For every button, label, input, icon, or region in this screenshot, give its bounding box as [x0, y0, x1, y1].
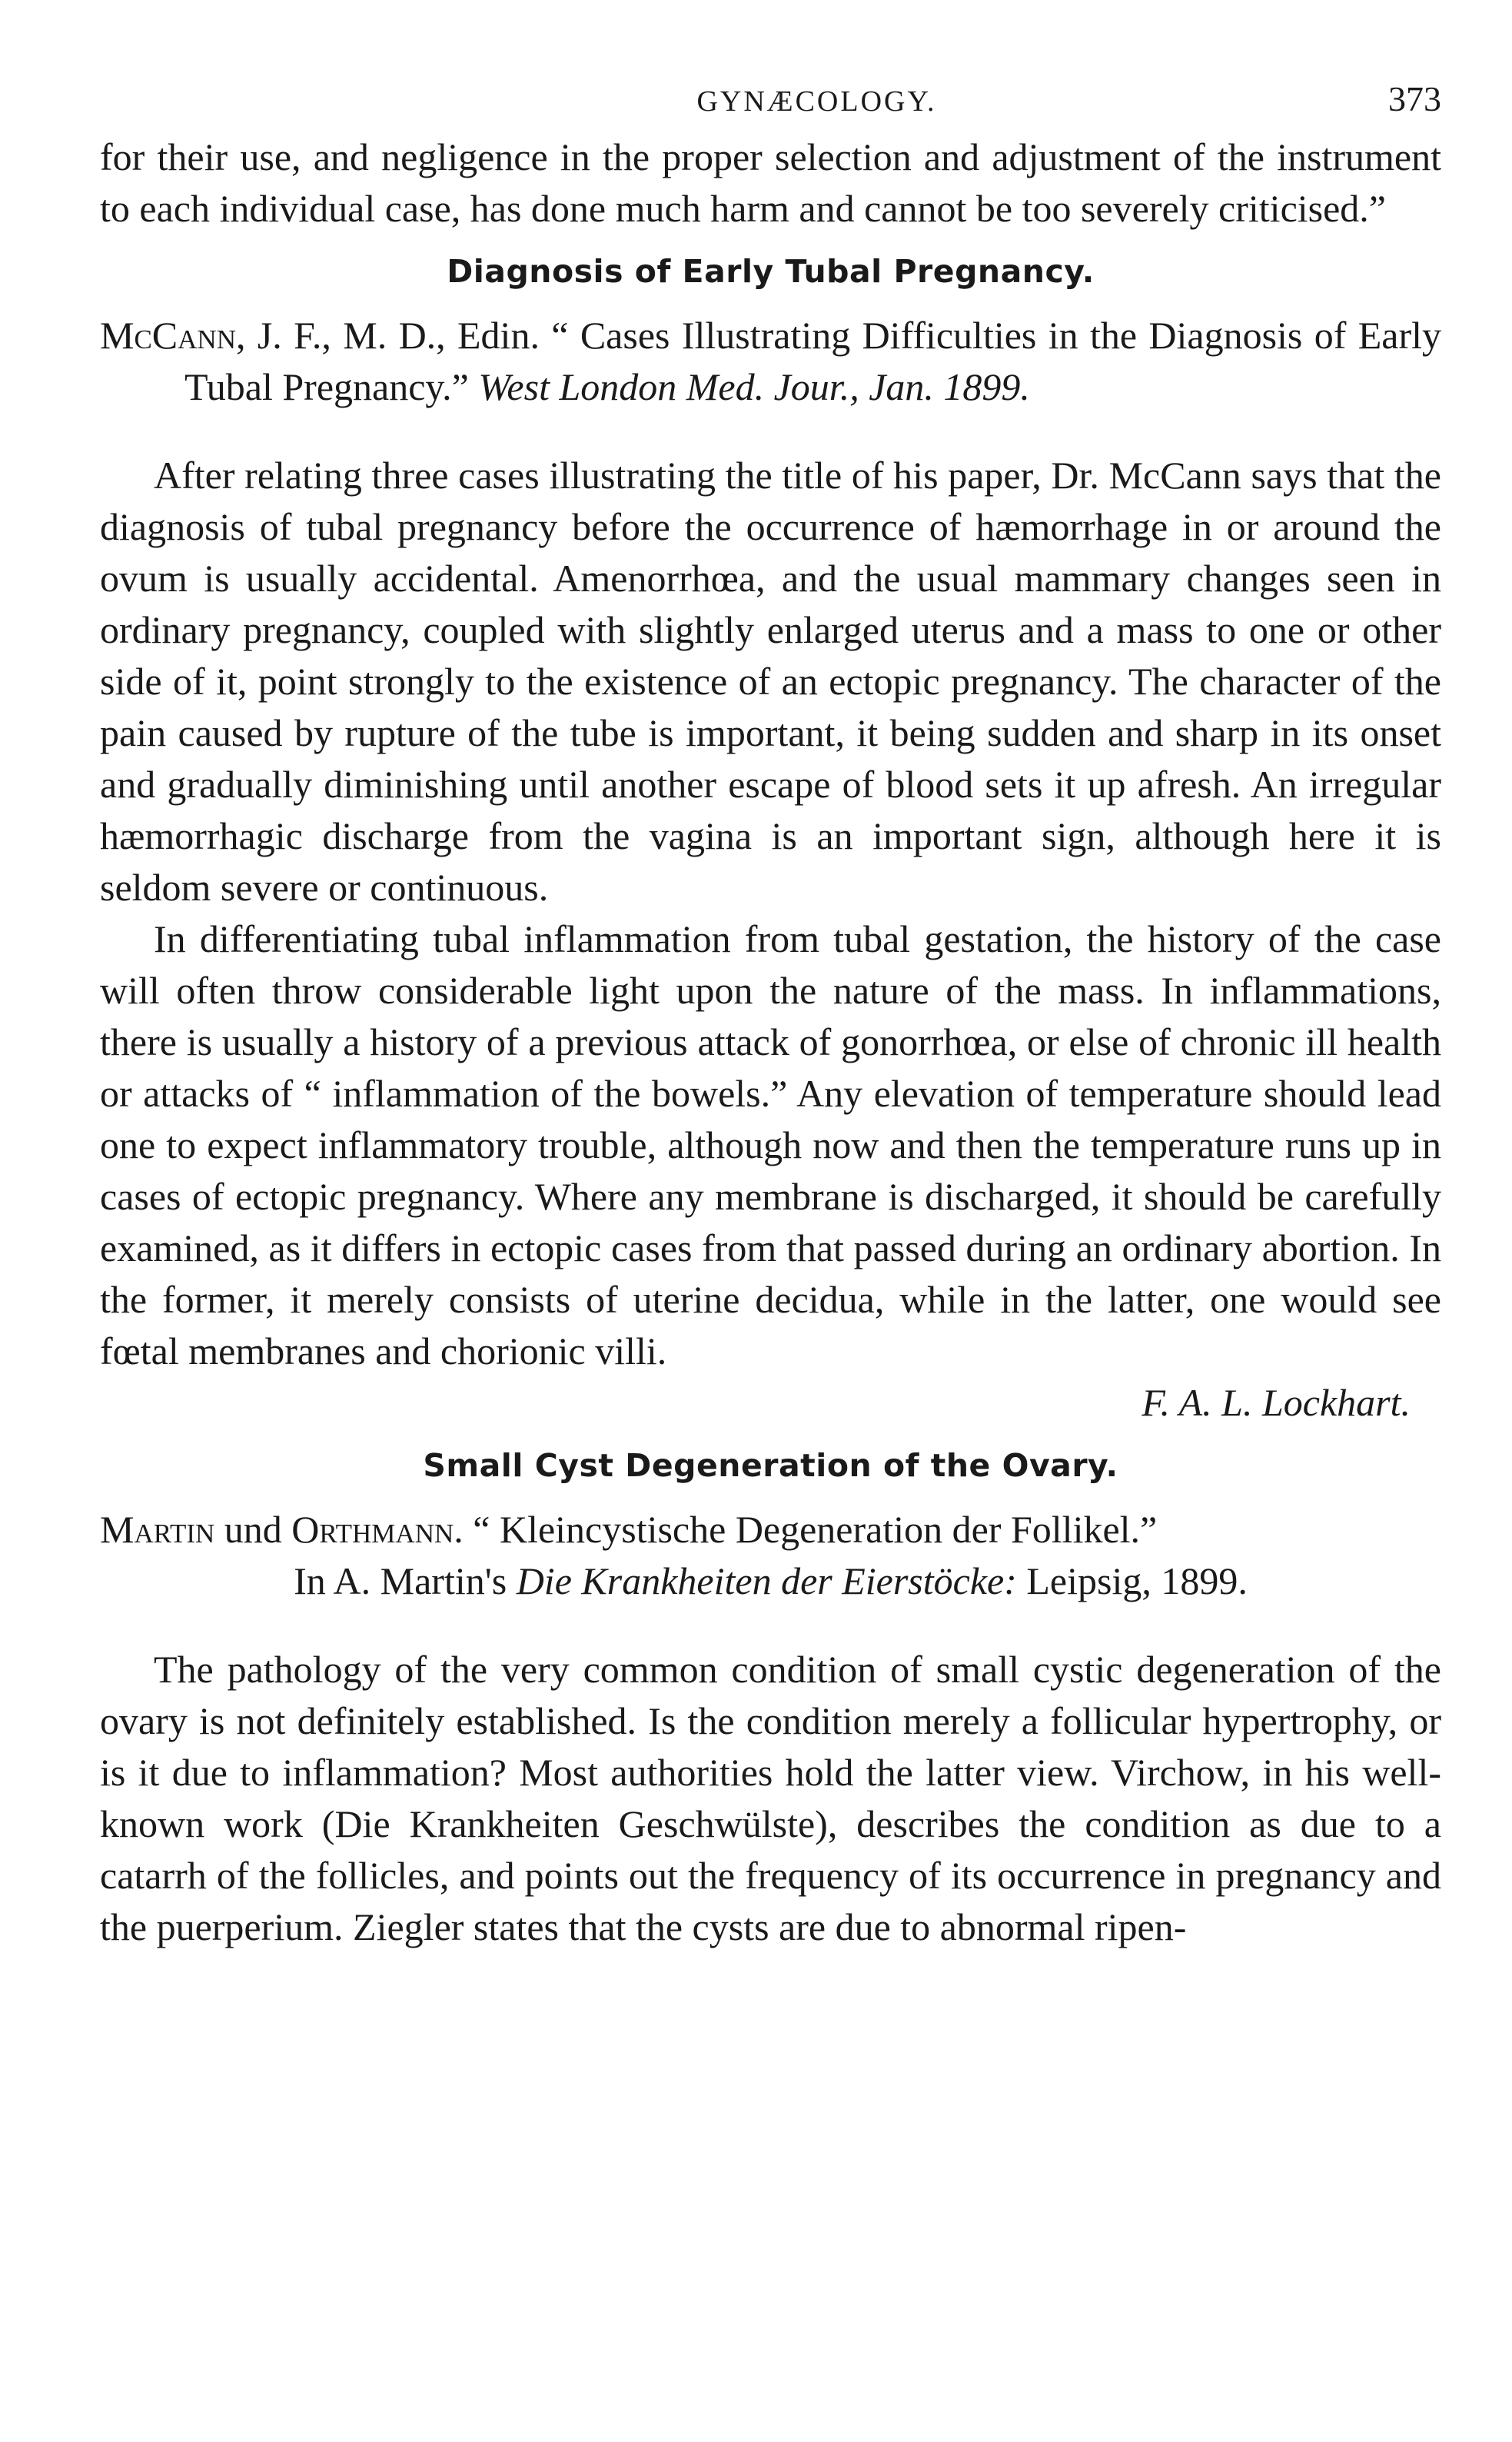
page-header	[100, 73, 1441, 127]
reference-mccann	[100, 310, 1441, 413]
reference-title: . “ Kleincystische Degeneration der Follikel.”	[454, 1508, 1158, 1551]
book-page	[100, 73, 1441, 1953]
author-signature: F. A. L. Lockhart.	[1141, 1381, 1411, 1424]
reference-martin	[100, 1504, 1441, 1555]
reference-author: McCann	[100, 314, 236, 357]
reference-details: , J. F., M. D., Edin. “ Cases Illustrating Difficulties in the Diagnosis of Early Tubal Pregnancy.”	[184, 314, 1441, 408]
body-paragraph: In differentiating tubal inflammation from tubal gestation, the history of the case will often throw considerable light upon the nature of the mass. In inflammations, there is usually a history of a previous attack of gonorrhœa, or else of chronic ill health or attacks of “ inflammation of the bowels.” Any elevation of temperature should lead one to expect inflammatory trouble, although now and then the temperature runs up in cases of ectopic pregnancy. Where any membrane is discharged, it should be carefully examined, as it differs in ectopic cases from that passed during an ordinary abortion. In the former, it merely consists of uterine decidua, while in the latter, one would see fœtal membranes and chorionic villi.	[100, 917, 1441, 1372]
reference-place-year: Leipsig, 1899.	[1016, 1559, 1248, 1602]
reference-martin-source	[100, 1555, 1441, 1607]
body-paragraph: After relating three cases illustrating the title of his paper, Dr. McCann says that the diagnosis of tubal pregnancy before the occurrence of hæmorrhage in or around the ovum is usually accidental. Amenorrhœa, and the usual mammary changes seen in ordinary pregnancy, coupled with slightly enlarged uterus and a mass to one or other side of it, point strongly to the existence of an ectopic pregnancy. The character of the pain caused by rupture of the tube is important, it being sudden and sharp in its onset and gradually diminishing until another escape of blood sets it up afresh. An irregular hæmorrhagic discharge from the vagina is an important sign, although here it is seldom severe or continuous.	[100, 454, 1441, 909]
reference-book: Die Krankheiten der Eierstöcke:	[516, 1559, 1017, 1602]
page-number: 373	[1388, 79, 1441, 118]
continued-paragraph: for their use, and negligence in the proper selection and adjustment of the instrument to each individual case, has done much harm and cannot be too severely criticised.”	[100, 135, 1441, 230]
reference-in-prefix: In A. Martin's	[294, 1559, 517, 1602]
running-title: GYNÆCOLOGY.	[696, 85, 937, 118]
section-heading-tubal-pregnancy: Diagnosis of Early Tubal Pregnancy.	[447, 253, 1095, 290]
body-paragraph: The pathology of the very common condition of small cystic degeneration of the ovary is not definitely established. Is the condition merely a follicular hypertrophy, or is it due to inflammation? Most authorities hold the latter view. Virchow, in his well-known work (Die Krankheiten Geschwülste), describes the condition as due to a catarrh of the follicles, and points out the frequency of its occurrence in pregnancy and the puerperium. Ziegler states that the cysts are due to abnormal ripen-	[100, 1648, 1441, 1948]
reference-author-1: Martin	[100, 1508, 215, 1551]
section-heading-ovary: Small Cyst Degeneration of the Ovary.	[423, 1447, 1118, 1484]
reference-conjunction: und	[214, 1508, 292, 1551]
reference-author-2: Orthmann	[291, 1508, 454, 1551]
reference-journal: West London Med. Jour., Jan. 1899.	[478, 365, 1030, 408]
